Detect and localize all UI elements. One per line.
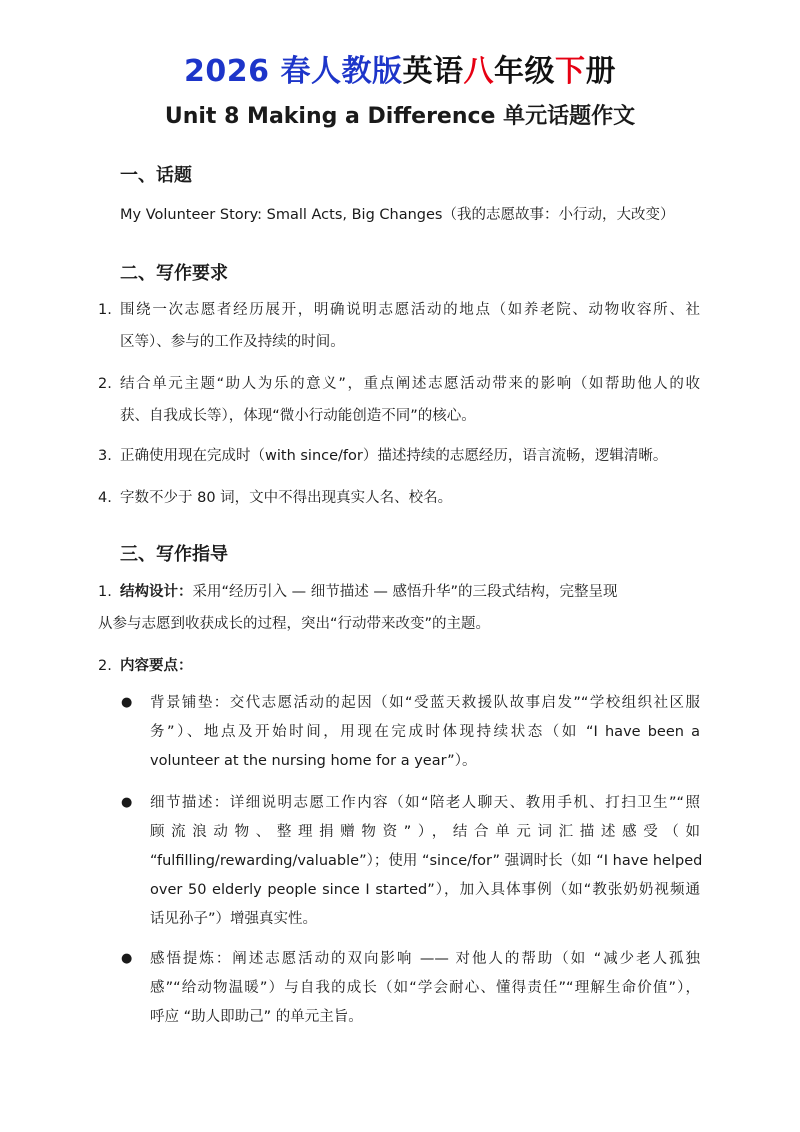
requirement-text: 正确使用现在完成时（with since/for）描述持续的志愿经历，语言流畅，逻辑清晰。 — [120, 448, 668, 464]
guidance-label: 结构设计： — [120, 584, 193, 600]
page-subtitle: Unit 8 Making a Difference 单元话题作文 — [164, 104, 636, 129]
title-edition: 春人教版 — [280, 54, 403, 89]
title-book: 册 — [585, 54, 616, 89]
bullet-line: 顾流浪动物、整理捐赠物资”），结合单元词汇描述感受（如 — [150, 824, 700, 840]
requirement-text: 结合单元主题“助人为乐的意义”，重点阐述志愿活动带来的影响（如帮助他人的收 — [120, 376, 700, 392]
requirement-text: 字数不少于 80 词，文中不得出现真实人名、校名。 — [120, 490, 453, 506]
page-title — [0, 46, 800, 90]
bullet-dot: ● — [121, 795, 133, 810]
title-grade: 八 — [463, 54, 494, 89]
section-heading-requirements: 二、写作要求 — [120, 263, 228, 284]
title-year: 2026 — [184, 54, 270, 89]
requirement-number: 2. — [98, 376, 112, 392]
bullet-line: 呼应 “助人即助己” 的单元主旨。 — [150, 1009, 363, 1025]
title-subject: 英语 — [402, 54, 464, 89]
bullet-line: 感”“给动物温暖”）与自我的成长（如“学会耐心、懂得责任”“理解生命价值”）， — [150, 980, 700, 996]
requirement-number: 3. — [98, 448, 112, 464]
guidance-text: 采用“经历引入 — 细节描述 — 感悟升华”的三段式结构，完整呈现 — [192, 584, 618, 600]
requirement-number: 4. — [98, 490, 112, 506]
guidance-number: 1. — [98, 584, 112, 600]
guidance-structure-line — [120, 576, 617, 608]
bullet-line: 务”）、地点及开始时间，用现在完成时体现持续状态（如 “I have been a — [150, 724, 700, 740]
bullet-dot: ● — [121, 951, 133, 966]
requirement-text: 区等）、参与的工作及持续的时间。 — [120, 334, 345, 350]
section-heading-topic: 一、话题 — [120, 165, 192, 186]
bullet-line: “fulfilling/rewarding/valuable”）；使用 “since/for” 强调时长（如 “I have helped — [150, 853, 703, 869]
guidance-number: 2. — [98, 658, 112, 674]
title-level: 年级 — [493, 54, 555, 89]
bullet-line: 感悟提炼：阐述志愿活动的双向影响 —— 对他人的帮助（如 “减少老人孤独 — [150, 951, 700, 967]
requirement-number: 1. — [98, 302, 112, 318]
bullet-line: 背景铺垫：交代志愿活动的起因（如“受蓝天救援队故事启发”“学校组织社区服 — [150, 695, 700, 711]
bullet-line: over 50 elderly people since I started”），加入具体事例（如“教张奶奶视频通 — [150, 882, 700, 898]
bullet-line: 细节描述：详细说明志愿工作内容（如“陪老人聊天、教用手机、打扫卫生”“照 — [150, 795, 700, 811]
requirement-text: 获、自我成长等），体现“微小行动能创造不同”的核心。 — [120, 408, 476, 424]
bullet-line: 话见孙子”）增强真实性。 — [150, 911, 318, 927]
title-term: 下 — [554, 54, 586, 89]
bullet-dot: ● — [121, 695, 133, 710]
section-heading-guidance: 三、写作指导 — [120, 544, 228, 565]
guidance-label: 内容要点： — [120, 658, 193, 674]
requirement-text: 围绕一次志愿者经历展开，明确说明志愿活动的地点（如养老院、动物收容所、社 — [120, 302, 700, 318]
topic-text: My Volunteer Story: Small Acts, Big Changes（我的志愿故事：小行动，大改变） — [120, 207, 675, 223]
guidance-text: 从参与志愿到收获成长的过程，突出“行动带来改变”的主题。 — [98, 616, 491, 632]
bullet-line: volunteer at the nursing home for a year”）。 — [150, 753, 477, 769]
